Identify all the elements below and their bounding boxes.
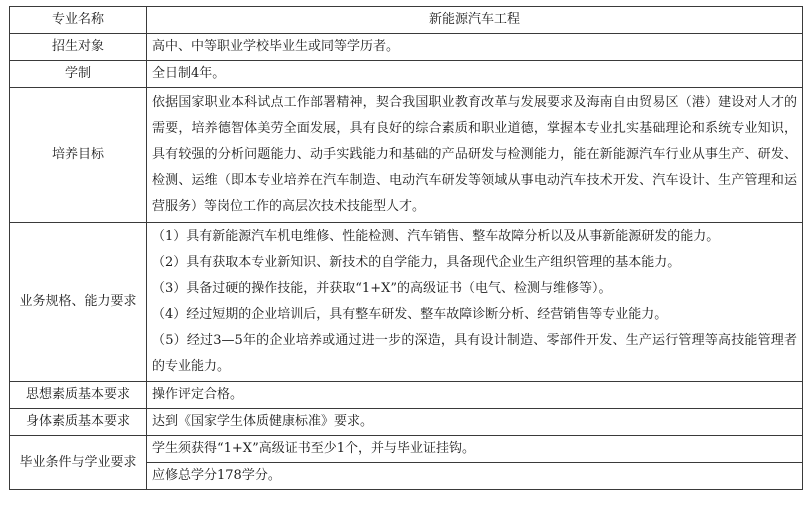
graduation-certificate-value: 学生须获得“1+X”高级证书至少1个，并与毕业证挂钩。 <box>147 436 803 463</box>
ability-item: （2）具有获取本专业新知识、新技术的自学能力，具备现代企业生产组织管理的基本能力。 <box>152 255 681 270</box>
row-training-goal <box>10 88 803 223</box>
ability-item: （5）经过3—5年的企业培养或通过进一步的深造，具有设计制造、零部件开发、生产运行管理等高技能管理者的专业能力。 <box>152 333 797 374</box>
row-ideology-requirement <box>10 382 803 409</box>
training-goal-text: 依据国家职业本科试点工作部署精神，契合我国职业教育改革与发展要求及海南自由贸易区（港）建设对人才的需要，培养德智体美劳全面发展，具有良好的综合素质和职业道德，掌握本专业扎实基础理论和系统专业知识，具有较强的分析问题能力、动手实践能力和基础的产品研发与检测能力，能在新能源汽车行业从事生产、研发、检测、运维（即本专业培养在汽车制造、电动汽车研发等领域从事电动汽车技术开发、汽车设计、生产管理和运营服务）等岗位工作的高层次技术技能型人才。 <box>152 95 797 214</box>
row-duration <box>10 61 803 88</box>
ability-item: （4）经过短期的企业培训后，具有整车研发、整车故障诊断分析、经营销售等专业能力。 <box>152 307 668 322</box>
enrollment-target-label: 招生对象 <box>10 34 147 61</box>
training-goal-label: 培养目标 <box>10 88 147 223</box>
ability-requirements-value <box>147 223 803 382</box>
graduation-credits-value: 应修总学分178学分。 <box>147 463 803 490</box>
row-graduation-requirement <box>10 436 803 463</box>
graduation-requirement-label: 毕业条件与学业要求 <box>10 436 147 490</box>
ability-item: （1）具有新能源汽车机电维修、性能检测、汽车销售、整车故障分析以及从事新能源研发的能力。 <box>152 229 720 244</box>
ability-item: （3）具备过硬的操作技能，并获取“1+X”的高级证书（电气、检测与维修等）。 <box>152 281 612 296</box>
ideology-requirement-label: 思想素质基本要求 <box>10 382 147 409</box>
program-name-value: 新能源汽车工程 <box>147 7 803 34</box>
enrollment-target-value: 高中、中等职业学校毕业生或同等学历者。 <box>147 34 803 61</box>
physical-requirement-label: 身体素质基本要求 <box>10 409 147 436</box>
ideology-requirement-value: 操作评定合格。 <box>147 382 803 409</box>
ability-requirements-label: 业务规格、能力要求 <box>10 223 147 382</box>
row-enrollment-target <box>10 34 803 61</box>
training-goal-value <box>147 88 803 223</box>
program-name-label: 专业名称 <box>10 7 147 34</box>
physical-requirement-value: 达到《国家学生体质健康标准》要求。 <box>147 409 803 436</box>
row-program-name <box>10 7 803 34</box>
row-physical-requirement <box>10 409 803 436</box>
program-spec-table <box>9 6 803 490</box>
program-spec-document <box>9 6 802 490</box>
duration-label: 学制 <box>10 61 147 88</box>
duration-value: 全日制4年。 <box>147 61 803 88</box>
row-ability-requirements <box>10 223 803 382</box>
